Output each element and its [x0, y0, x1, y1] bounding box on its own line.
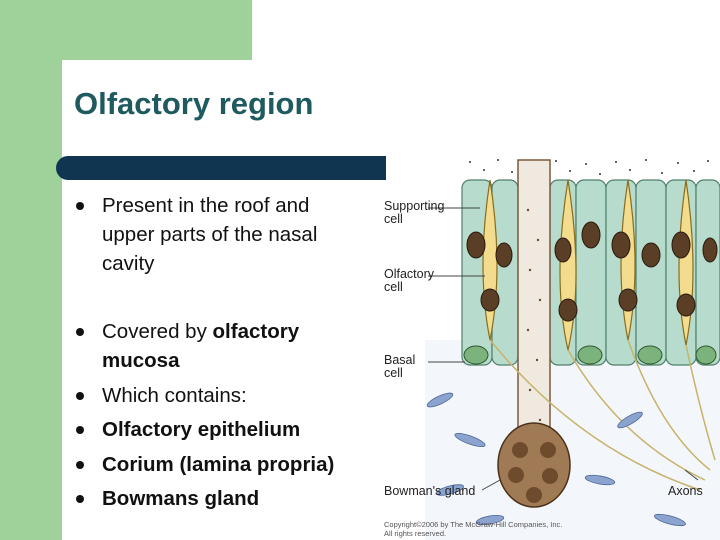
bullet-text-bold: olfactory: [212, 320, 300, 343]
title-divider-bar: [56, 156, 386, 180]
label-basal-cell: Basal cell: [384, 353, 416, 381]
bullet-text: upper parts of the nasal: [102, 223, 318, 246]
bullet-text-bold: mucosa: [102, 349, 180, 372]
bullet-dot: [76, 426, 84, 434]
green-side-strip: [0, 0, 62, 540]
label-supporting-cell: Supporting cell: [384, 199, 445, 227]
bullet-dot: [76, 392, 84, 400]
bullet-text: cavity: [102, 252, 155, 275]
bullet-text-bold: Corium (lamina propria): [102, 453, 335, 476]
slide-title: Olfactory region: [74, 86, 314, 121]
bullet-dot: [76, 495, 84, 503]
bullet-text-bold: Bowmans gland: [102, 487, 260, 510]
bullet-dot: [76, 461, 84, 469]
label-olfactory-cell: Olfactory cell: [384, 267, 435, 295]
label-axons: Axons: [668, 484, 703, 498]
bullet-text-bold: Olfactory epithelium: [102, 418, 301, 441]
label-bowmans-gland: Bowman's gland: [384, 484, 476, 498]
bullet-text: Which contains:: [102, 384, 247, 407]
bullet-dot: [76, 328, 84, 336]
bullet-text-part: Covered by: [102, 320, 213, 343]
bullet-dot: [76, 202, 84, 210]
bullet-text: [102, 320, 299, 344]
bullet-text: Present in the roof and: [102, 194, 310, 217]
copyright-notice: Copyright©2006 by The McGraw-Hill Companies, Inc. All rights reserved.: [384, 520, 563, 538]
